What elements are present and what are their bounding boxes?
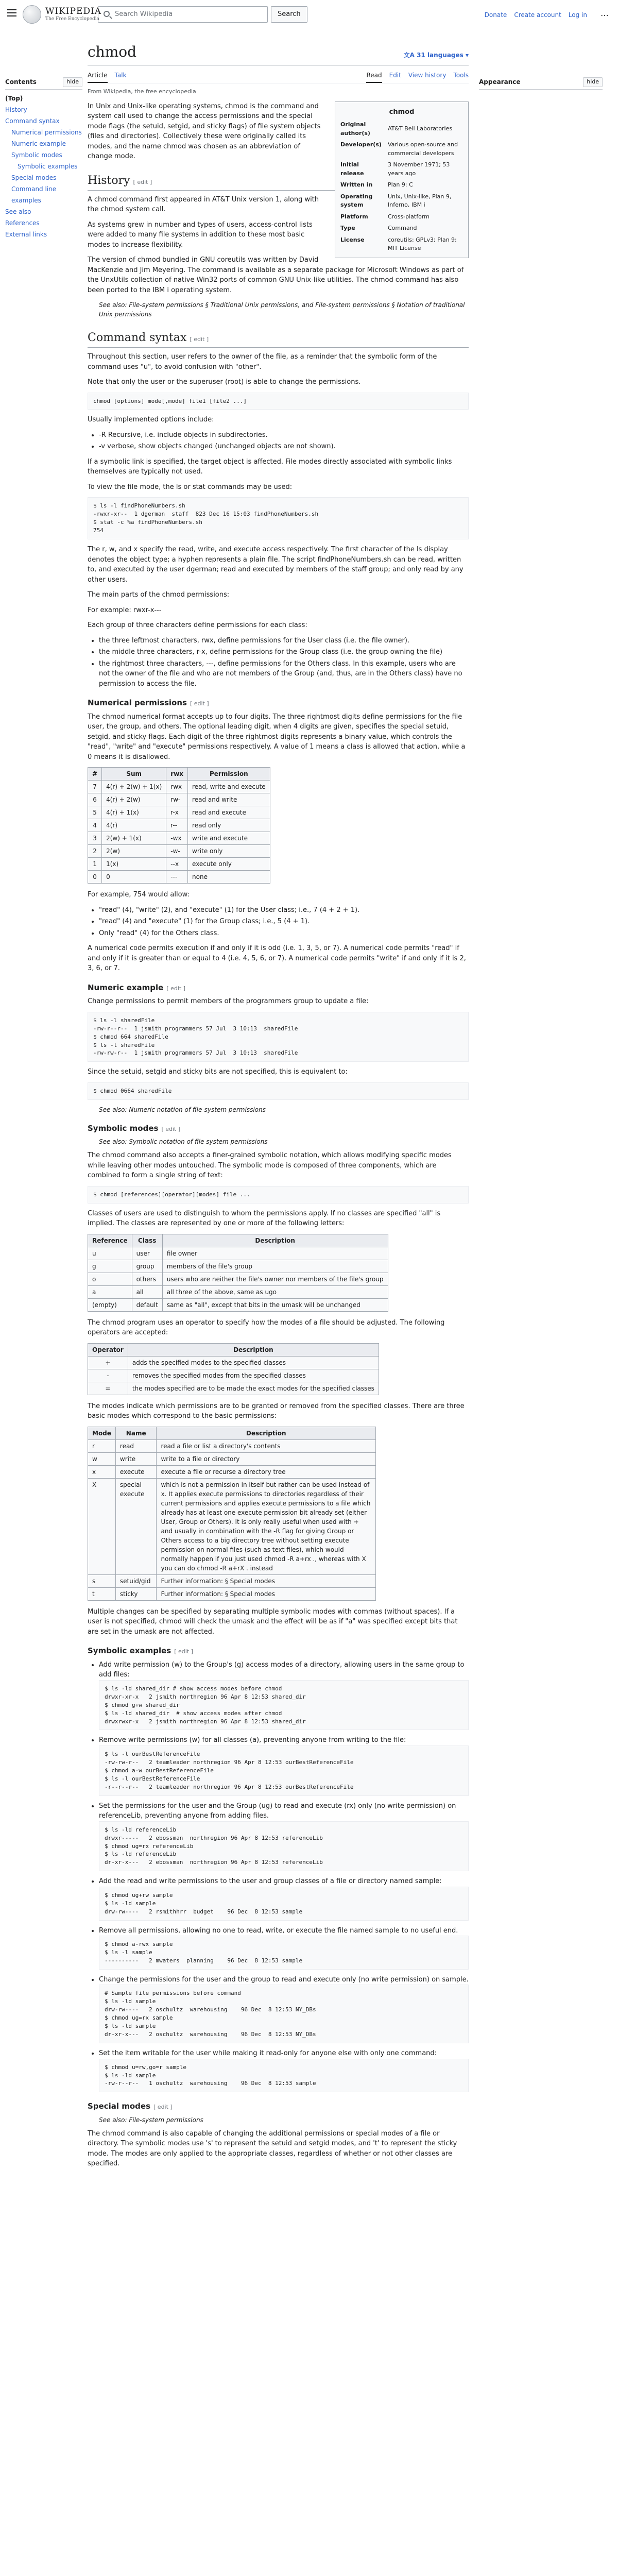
table-cell: (empty): [88, 1298, 132, 1311]
table-cell: users who are neither the file's owner nor members of the file's group: [162, 1273, 388, 1285]
list-item: • "read" (4) and "execute" (1) for the Group class; i.e., 5 (4 + 1).: [99, 917, 469, 927]
table-row: [88, 819, 270, 832]
table-row: [88, 858, 270, 871]
toc-hide-button[interactable]: hide: [63, 77, 82, 87]
permissions-table: [88, 767, 270, 884]
table-cell: members of the file's group: [162, 1260, 388, 1273]
table-cell: a: [88, 1285, 132, 1298]
table-row: [88, 1587, 376, 1600]
table-cell: read: [115, 1439, 157, 1452]
infobox-row: [338, 119, 465, 139]
tab-view-history[interactable]: View history: [408, 72, 447, 79]
column-header: Description: [162, 1234, 388, 1247]
user-links: [485, 10, 587, 20]
table-cell: 2(w) + 1(x): [102, 832, 166, 845]
logo-wordmark: WIKIPEDIA: [45, 6, 102, 16]
example-text: Set the item writable for the user while making it read-only for anyone else with only one command:: [99, 2049, 437, 2058]
edit-link[interactable]: [ edit ]: [133, 178, 152, 185]
table-cell: 4: [88, 819, 102, 832]
table-cell: write only: [188, 845, 270, 858]
list-item: [99, 1735, 469, 1795]
infobox-value: Command: [388, 225, 417, 231]
table-cell: execute only: [188, 858, 270, 871]
paragraph: The version of chmod bundled in GNU coreutils was written by David MacKenzie and Jim Meyering. The command is available as a separate package for Microsoft Windows as part of the UnxUtils collection of native Win32 ports of common GNU Unix-like utilities. The chmod command has also been ported to the IBM i operating system.: [88, 256, 464, 294]
edit-link[interactable]: [ edit ]: [153, 2104, 173, 2111]
toc-title: Contents: [5, 78, 37, 86]
paragraph: The main parts of the chmod permissions:: [88, 591, 230, 599]
table-row: [88, 1574, 376, 1587]
table-cell: 4(r) + 2(w): [102, 793, 166, 806]
tab-article[interactable]: Article: [88, 69, 108, 83]
classes-list: [88, 636, 469, 689]
column-header: Reference: [88, 1234, 132, 1247]
table-row: [88, 1452, 376, 1465]
table-cell: -w-: [166, 845, 188, 858]
table-cell: =: [88, 1382, 128, 1395]
infobox-value: 3 November 1971; 53 years ago: [388, 161, 450, 177]
appearance-hide-button[interactable]: hide: [583, 77, 603, 87]
log-in-link[interactable]: Log in: [568, 11, 587, 19]
toc-item-numerical-permissions[interactable]: Numerical permissions: [11, 128, 82, 136]
toc-item-command-line-examples[interactable]: Command line examples: [11, 185, 57, 204]
list-item: [99, 1801, 469, 1872]
section-heading-special-modes: [88, 2100, 469, 2112]
table-cell: 7: [88, 781, 102, 793]
column-header: #: [88, 768, 102, 781]
heading-text: Special modes: [88, 2102, 151, 2111]
table-cell: 4(r) + 2(w) + 1(x): [102, 781, 166, 793]
list-item: [99, 1660, 469, 1731]
table-cell: others: [132, 1273, 162, 1285]
example-text: Add the read and write permissions to the user and group classes of a file or directory named sample:: [99, 1877, 442, 1886]
infobox-key: Original author(s): [340, 121, 370, 137]
paragraph: Each group of three characters define permissions for each class:: [88, 621, 307, 630]
code-block: # Sample file permissions before command $ ls -ld sample drw-rw---- 2 oschultz warehousing 96 Dec 8 12:53 NY_DBs $ chmod ug=rx sample $ ls -ld sample dr-xr-x--- 2 oschultz warehousing 96 Dec 8 12:53 NY_DBs: [99, 1985, 469, 2043]
edit-link[interactable]: [ edit ]: [174, 1648, 193, 1655]
tab-talk[interactable]: Talk: [114, 72, 127, 79]
column-header: Class: [132, 1234, 162, 1247]
logo-tagline: The Free Encyclopedia: [45, 16, 99, 22]
infobox-title: chmod: [389, 108, 415, 116]
table-row: [88, 1247, 388, 1260]
table-cell: file owner: [162, 1247, 388, 1260]
search-button[interactable]: Search: [271, 6, 307, 23]
edit-link[interactable]: [ edit ]: [166, 985, 186, 992]
table-cell: --x: [166, 858, 188, 871]
infobox-value: Unix, Unix-like, Plan 9, Inferno, IBM i: [388, 193, 452, 208]
infobox-key: Operating system: [340, 193, 373, 208]
infobox: [335, 101, 469, 258]
infobox-row: [338, 139, 465, 159]
toc-item-special-modes[interactable]: Special modes: [11, 174, 57, 181]
table-cell: write to a file or directory: [157, 1452, 376, 1465]
code-block: $ chmod 0664 sharedFile: [88, 1082, 469, 1100]
hatnote: See also: File-system permissions: [99, 2116, 203, 2124]
table-cell: 2(w): [102, 845, 166, 858]
table-cell: write and execute: [188, 832, 270, 845]
table-cell: special execute: [115, 1478, 157, 1574]
table-cell: all: [132, 1285, 162, 1298]
table-cell: 4(r) + 1(x): [102, 806, 166, 819]
toc-item-top[interactable]: (Top): [5, 94, 23, 102]
toc-item-references[interactable]: References: [5, 219, 40, 227]
table-cell: rwx: [166, 781, 188, 793]
toc-item-symbolic-modes[interactable]: Symbolic modes: [11, 151, 62, 159]
list-item: • the three leftmost characters, rwx, define permissions for the User class (i.e. the file owner).: [99, 636, 469, 646]
toc-item-external-links[interactable]: External links: [5, 230, 47, 238]
infobox-value: coreutils: GPLv3; Plan 9: MIT License: [388, 236, 457, 251]
code-block: chmod [options] mode[,mode] file1 [file2 ...]: [88, 393, 469, 410]
table-cell: 2: [88, 845, 102, 858]
example-text: Remove write permissions (w) for all classes (a), preventing anyone from writing to the file:: [99, 1736, 406, 1744]
infobox-key: Initial release: [340, 161, 364, 177]
table-cell: adds the specified modes to the specified classes: [128, 1356, 379, 1369]
column-header: Mode: [88, 1427, 116, 1439]
table-cell: +: [88, 1356, 128, 1369]
code-block: $ chmod [references][operator][modes] file ...: [88, 1186, 469, 1204]
list-item: • -R Recursive, i.e. include objects in subdirectories.: [99, 430, 469, 440]
paragraph: A chmod command first appeared in AT&T Unix version 1, along with the chmod system call.: [88, 195, 319, 213]
paragraph: To view the file mode, the ls or stat commands may be used:: [88, 483, 293, 491]
intro-paragraph: In Unix and Unix-like operating systems, chmod is the command and system call used to change the access permissions and the special mode flags (the setuid, setgid, and sticky flags) of file system objects (files and directories). Collectively these were originally called its modes, and the name chmod was chosen as an abbreviation of change mode.: [88, 102, 321, 160]
table-row: [88, 1439, 376, 1452]
reference-table: [88, 1234, 388, 1312]
paragraph: The r, w, and x specify the read, write, and execute access respectively. The first character of the ls display denotes the object type; a hyphen represents a plain file. The script findPhoneNumbers.sh can be read, written to, and executed by the user dgerman; read and executed by members of the staff group; and only read by any other users.: [88, 546, 464, 584]
table-row: [88, 781, 270, 793]
top-bar: [0, 0, 618, 29]
table-cell: 5: [88, 806, 102, 819]
tab-read[interactable]: Read: [366, 69, 382, 83]
table-cell: -wx: [166, 832, 188, 845]
languages-label: 31 languages: [417, 52, 464, 59]
table-cell: Further information: § Special modes: [157, 1574, 376, 1587]
table-cell: -: [88, 1369, 128, 1382]
table-cell: r--: [166, 819, 188, 832]
column-header: Description: [157, 1427, 376, 1439]
list-item: [99, 1975, 469, 2043]
list-item: [99, 1876, 469, 1920]
example-text: Change the permissions for the user and the group to read and execute only (no write permission) on sample.: [99, 1975, 469, 1984]
table-row: [88, 1465, 376, 1478]
section-heading-numerical-permissions: [88, 697, 469, 709]
code-block: $ chmod ug+rw sample $ ls -ld sample drw-rw---- 2 rsmithhrr budget 96 Dec 8 12:53 sample: [99, 1887, 469, 1921]
table-cell: r-x: [166, 806, 188, 819]
table-cell: rw-: [166, 793, 188, 806]
example-text: Remove all permissions, allowing no one to read, write, or execute the file named sample to no useful end.: [99, 1926, 458, 1935]
paragraph: For example: rwxr-x---: [88, 606, 162, 614]
table-row: [88, 1260, 388, 1273]
table-cell: execute: [115, 1465, 157, 1478]
table-cell: read and write: [188, 793, 270, 806]
appearance-title: Appearance: [479, 78, 521, 86]
column-header: Operator: [88, 1343, 128, 1356]
languages-button[interactable]: 文A 31 languages ▾: [403, 52, 469, 59]
section-heading-symbolic-modes: [88, 1123, 469, 1134]
toc-item-numeric-example[interactable]: Numeric example: [11, 140, 66, 147]
table-cell: the modes specified are to be made the exact modes for the specified classes: [128, 1382, 379, 1395]
section-heading-symbolic-examples: [88, 1645, 469, 1657]
table-cell: none: [188, 871, 270, 884]
table-row: [88, 1369, 379, 1382]
list-item: • the middle three characters, r-x, define permissions for the Group class (i.e. the group owning the file): [99, 647, 469, 657]
heading-text: Symbolic modes: [88, 1123, 159, 1133]
table-row: [88, 1273, 388, 1285]
table-cell: removes the specified modes from the specified classes: [128, 1369, 379, 1382]
table-cell: read, write and execute: [188, 781, 270, 793]
table-cell: X: [88, 1478, 116, 1574]
table-cell: g: [88, 1260, 132, 1273]
column-header: Name: [115, 1427, 157, 1439]
paragraph: Since the setuid, setgid and sticky bits are not specified, this is equivalent to:: [88, 1068, 348, 1076]
table-row: [88, 1285, 388, 1298]
from-wikipedia: From Wikipedia, the free encyclopedia: [88, 88, 196, 95]
table-cell: which is not a permission in itself but rather can be used instead of x. It applies execute permissions to directories regardless of their current permissions and applies execute permissions to a file which already has at least one execute permission bit already set (either User, Group or Others). It is only really useful when used with + and usually in combination with the -R flag for giving Group or Others access to a big directory tree without setting execute permission on normal files (such as text files), which would normally happen if you just used chmod -R a+rx ., whereas with X you can do chmod -R a+rX . instead: [157, 1478, 376, 1574]
table-cell: 1: [88, 858, 102, 871]
article-content: [88, 41, 469, 2174]
section-heading-command-syntax: [88, 329, 469, 348]
paragraph: The chmod command is also capable of changing the additional permissions or special modes of a file or directory. The symbolic modes use 's' to represent the setuid and setgid modes, and 't' to represent the sticky mode. The modes are only applied to the appropriate classes, regardless of whether or not other classes are specified.: [88, 2129, 457, 2168]
heading-text: Command syntax: [88, 331, 187, 344]
list-item: • Only "read" (4) for the Others class.: [99, 928, 469, 939]
hatnote: See also: File-system permissions § Traditional Unix permissions, and File-system permissions § Notation of traditional Unix permissions: [99, 301, 465, 318]
heading-text: Numeric example: [88, 982, 164, 992]
paragraph: Note that only the user or the superuser (root) is able to change the permissions.: [88, 378, 361, 386]
table-cell: ---: [166, 871, 188, 884]
operator-table: [88, 1343, 379, 1395]
search-input[interactable]: [98, 6, 268, 23]
globe-icon: [23, 5, 41, 24]
hatnote: See also: Symbolic notation of file system permissions: [99, 1138, 268, 1146]
infobox-key: License: [340, 236, 365, 243]
heading-text: Numerical permissions: [88, 698, 187, 708]
table-cell: group: [132, 1260, 162, 1273]
column-header: Sum: [102, 768, 166, 781]
infobox-row: [338, 159, 465, 179]
paragraph: The modes indicate which permissions are to be granted or removed from the specified classes. There are three basic modes which correspond to the basic permissions:: [88, 1402, 465, 1420]
donate-link[interactable]: Donate: [484, 11, 507, 19]
table-row: [88, 845, 270, 858]
paragraph: The chmod command also accepts a finer-grained symbolic notation, which allows modifying specific modes while leaving other modes untouched. The symbolic mode is composed of three components, which are combined to form a single string of text:: [88, 1151, 452, 1180]
table-cell: Further information: § Special modes: [157, 1587, 376, 1600]
paragraph: A numerical code permits execution if and only if it is odd (i.e. 1, 3, 5, or 7). A numerical code permits "read" if and only if it is greater than or equal to 4 (i.e. 4, 5, 6, or 7). A numerical code permits "write" if and only if it is 2, 3, 6, or 7.: [88, 944, 466, 973]
page-title: chmod: [88, 43, 137, 60]
table-row: [88, 871, 270, 884]
infobox-key: Written in: [340, 181, 373, 188]
table-cell: execute a file or recurse a directory tree: [157, 1465, 376, 1478]
paragraph: For example, 754 would allow:: [88, 891, 190, 899]
paragraph: The chmod numerical format accepts up to four digits. The three rightmost digits define permissions for the file user, the group, and others. The optional leading digit, when 4 digits are given, specifies the special setuid, setgid, and sticky flags. Each digit of the three rightmost digits represents a binary value, which controls the "read", "write" and "execute" permissions respectively. A value of 1 means a class is allowed that action, while a 0 means it is disallowed.: [88, 713, 466, 761]
table-cell: r: [88, 1439, 116, 1452]
edit-link[interactable]: [ edit ]: [190, 700, 209, 707]
column-header: Permission: [188, 768, 270, 781]
edit-link[interactable]: [ edit ]: [161, 1125, 181, 1132]
table-cell: write: [115, 1452, 157, 1465]
code-block: $ ls -l findPhoneNumbers.sh -rwxr-xr-- 1 dgerman staff 823 Dec 16 15:03 findPhoneNumbers.sh $ stat -c %a findPhoneNumbers.sh 754: [88, 497, 469, 539]
infobox-value: Cross-platform: [388, 213, 430, 220]
example-text: Set the permissions for the user and the Group (ug) to read and execute (rx) only (no write permission) on referenceLib, preventing anyone from adding files.: [99, 1802, 456, 1820]
table-cell: t: [88, 1587, 116, 1600]
table-cell: read and execute: [188, 806, 270, 819]
table-cell: x: [88, 1465, 116, 1478]
toc-item-history[interactable]: History: [5, 106, 27, 113]
table-cell: s: [88, 1574, 116, 1587]
code-block: $ ls -l sharedFile -rw-r--r-- 1 jsmith programmers 57 Jul 3 10:13 sharedFile $ chmod 664 sharedFile $ ls -l sharedFile -rw-rw-r-- 1 jsmith programmers 57 Jul 3 10:13 sharedFile: [88, 1012, 469, 1062]
code-block: $ ls -ld referenceLib drwxr----- 2 ebossman northregion 96 Apr 8 12:53 referenceLib $ chmod ug=rx referenceLib $ ls -ld referenceLib dr-xr-x--- 2 ebossman northregion 96 Apr 8 12:53 referenceLib: [99, 1821, 469, 1872]
infobox-row: [338, 191, 465, 211]
paragraph: Classes of users are used to distinguish to whom the permissions apply. If no classes are specified "all" is implied. The classes are represented by one or more of the following letters:: [88, 1209, 441, 1228]
more-options-icon[interactable]: ⋯: [600, 10, 609, 20]
infobox-value: Plan 9: C: [388, 181, 413, 188]
infobox-key: Type: [340, 225, 355, 231]
search-icon: [104, 11, 110, 17]
edit-link[interactable]: [ edit ]: [190, 336, 209, 343]
wikipedia-logo[interactable]: [23, 5, 101, 24]
heading-text: Symbolic examples: [88, 1646, 171, 1656]
example-text: Add write permission (w) to the Group's (g) access modes of a directory, allowing users in the same group to add files:: [99, 1660, 465, 1679]
code-block: $ ls -l ourBestReferenceFile -rw-rw-r-- 2 teamleader northregion 96 Apr 8 12:53 ourBestReferenceFile $ chmod a-w ourBestReferenceFile $ ls -l ourBestReferenceFile -r--r--r-- 2 teamleader northregion 96 Apr 8 12:53 ourBestReferenceFile: [99, 1745, 469, 1796]
list-item: • the rightmost three characters, ---, define permissions for the Others class. In this example, users who are not the owner of the file and who are not members of the Group (and, thus, are in the Others class) have no permission to access the file.: [99, 659, 469, 689]
table-cell: o: [88, 1273, 132, 1285]
code-block: $ chmod u=rw,go=r sample $ ls -ld sample -rw-r--r-- 1 oschultz warehousing 96 Dec 8 12:53 sample: [99, 2059, 469, 2093]
section-heading-numeric-example: [88, 982, 469, 994]
table-row: [88, 806, 270, 819]
table-cell: read a file or list a directory's contents: [157, 1439, 376, 1452]
table-cell: 4(r): [102, 819, 166, 832]
infobox-row: [338, 223, 465, 234]
paragraph: Multiple changes can be specified by separating multiple symbolic modes with commas (without spaces). If a user is not specified, chmod will check the umask and the effect will be as if "a" was specified except bits that are set in the umask are not affected.: [88, 1607, 458, 1636]
infobox-value: Various open-source and commercial developers: [388, 141, 458, 157]
examples-list: [88, 1660, 469, 2093]
column-header: Description: [128, 1343, 379, 1356]
infobox-row: [338, 211, 465, 223]
tab-tools[interactable]: Tools: [453, 72, 469, 79]
paragraph: The chmod program uses an operator to specify how the modes of a file should be adjusted. The following operators are accepted:: [88, 1318, 445, 1337]
infobox-value: AT&T Bell Laboratories: [388, 125, 453, 132]
table-cell: same as "all", except that bits in the umask will be unchanged: [162, 1298, 388, 1311]
toc-item-symbolic-examples[interactable]: Symbolic examples: [18, 162, 78, 170]
list-item: • "read" (4), "write" (2), and "execute" (1) for the User class; i.e., 7 (4 + 2 + 1).: [99, 905, 469, 916]
search-placeholder: Search Wikipedia: [115, 10, 173, 19]
list-item: • -v verbose, show objects changed (unchanged objects are not shown).: [99, 442, 469, 452]
toc-item-command-syntax[interactable]: Command syntax: [5, 117, 60, 125]
infobox-row: [338, 179, 465, 191]
infobox-row: [338, 234, 465, 255]
allow-list: [88, 905, 469, 939]
table-cell: 0: [102, 871, 166, 884]
mode-table: [88, 1427, 376, 1601]
table-of-contents: [5, 77, 82, 240]
table-cell: user: [132, 1247, 162, 1260]
table-cell: u: [88, 1247, 132, 1260]
table-row: [88, 1382, 379, 1395]
main-menu-icon[interactable]: [7, 9, 16, 16]
table-cell: read only: [188, 819, 270, 832]
infobox-key: Developer(s): [340, 141, 382, 148]
table-row: [88, 793, 270, 806]
paragraph: Throughout this section, user refers to the owner of the file, as a reminder that the symbolic form of the command uses "u", to avoid confusion with "other".: [88, 353, 437, 371]
paragraph: If a symbolic link is specified, the target object is affected. File modes directly associated with symbolic links themselves are typically not used.: [88, 457, 452, 476]
hatnote: See also: Numeric notation of file-system permissions: [99, 1106, 266, 1113]
table-cell: 3: [88, 832, 102, 845]
table-cell: 1(x): [102, 858, 166, 871]
appearance-panel: [479, 77, 603, 90]
table-cell: sticky: [115, 1587, 157, 1600]
heading-text: History: [88, 174, 130, 187]
options-list: [88, 430, 469, 452]
table-cell: 0: [88, 871, 102, 884]
infobox-key: Platform: [340, 213, 368, 220]
code-block: $ chmod a-rwx sample $ ls -l sample ---------- 2 mwaters planning 96 Dec 8 12:53 sample: [99, 1936, 469, 1970]
paragraph: As systems grew in number and types of users, access-control lists were added to many file systems in addition to these most basic modes to increase flexibility.: [88, 221, 313, 249]
code-block: $ ls -ld shared_dir # show access modes before chmod drwxr-xr-x 2 jsmith northregion 96 Apr 8 12:53 shared_dir $ chmod g+w shared_dir $ ls -ld shared_dir # show access modes after chmod drwxrwxr-x 2 jsmith northregion 96 Apr 8 12:53 shared_dir: [99, 1680, 469, 1731]
paragraph: Change permissions to permit members of the programmers group to update a file:: [88, 997, 369, 1006]
column-header: rwx: [166, 768, 188, 781]
table-row: [88, 1356, 379, 1369]
create-account-link[interactable]: Create account: [514, 11, 561, 19]
table-row: [88, 1298, 388, 1311]
table-cell: 6: [88, 793, 102, 806]
table-cell: w: [88, 1452, 116, 1465]
tab-edit[interactable]: Edit: [389, 72, 401, 79]
toc-item-see-also[interactable]: See also: [5, 208, 31, 215]
table-row: [88, 832, 270, 845]
table-cell: default: [132, 1298, 162, 1311]
list-item: [99, 1926, 469, 1970]
table-cell: all three of the above, same as ugo: [162, 1285, 388, 1298]
table-cell: setuid/gid: [115, 1574, 157, 1587]
paragraph: Usually implemented options include:: [88, 416, 214, 424]
table-row: [88, 1478, 376, 1574]
list-item: [99, 2048, 469, 2092]
